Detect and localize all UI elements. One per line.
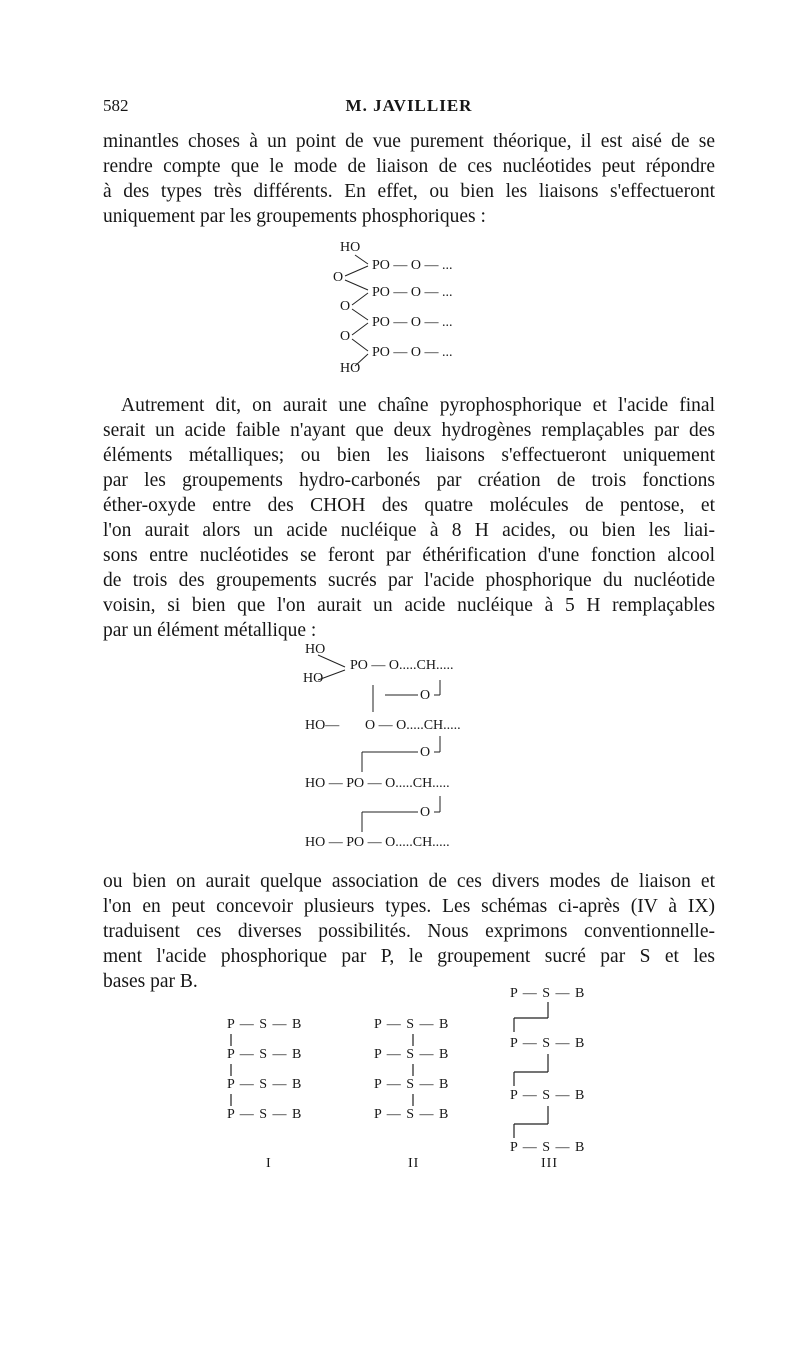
- scheme-label: II: [408, 1156, 420, 1171]
- text-line: l'on en peut concevoir plusieurs types. Les schémas ci-après (IV à IX): [103, 896, 715, 917]
- oxygen-label: O: [340, 329, 351, 344]
- text-line: Autrement dit, on aurait une chaîne pyrophosphorique et l'acide final: [121, 395, 715, 416]
- text-line: l'on aurait alors un acide nucléique à 8 H acides, ou bien les liai-: [103, 520, 715, 541]
- text-line: voisin, si bien que l'on aurait un acide nucléique à 5 H remplaçables: [103, 595, 715, 616]
- scheme-label: III: [541, 1156, 558, 1171]
- scheme-unit: P — S — B: [227, 1047, 303, 1062]
- text-line: sons entre nucléotides se feront par éthérification d'une fonction alcool: [103, 545, 715, 566]
- formula-row: PO — O.....CH.....: [350, 658, 454, 673]
- scheme-unit: P — S — B: [374, 1107, 450, 1122]
- text-line: éther-oxyde entre des CHOH des quatre molécules de pentose, et: [103, 495, 715, 516]
- text-line: ou bien on aurait quelque association de ces divers modes de liaison et: [103, 871, 715, 892]
- oxygen-bridge: O: [420, 805, 431, 820]
- text-line: de trois des groupements sucrés par l'acide phosphorique du nucléotide: [103, 570, 715, 591]
- formula-row: PO — O — ...: [372, 285, 453, 300]
- page-number: 582: [103, 96, 129, 115]
- text-line: serait un acide faible n'ayant que deux hydrogènes remplaçables par des: [103, 420, 715, 441]
- oxygen-label: O: [340, 299, 351, 314]
- oxygen-label: O: [333, 270, 344, 285]
- scheme-unit: P — S — B: [510, 1036, 586, 1051]
- ho-label: HO: [305, 642, 326, 657]
- scheme-unit: P — S — B: [374, 1047, 450, 1062]
- text-line: ment l'acide phosphorique par P, le groupement sucré par S et les: [103, 946, 715, 967]
- text-line: par un élément métallique :: [103, 620, 317, 641]
- scheme-unit: P — S — B: [374, 1077, 450, 1092]
- oxygen-bridge: O: [420, 688, 431, 703]
- ho-label: HO: [340, 240, 361, 255]
- text-line: éléments métalliques; ou bien les liaisons s'effectueront uniquement: [103, 445, 715, 466]
- text-line: traduisent ces diverses possibilités. Nous exprimons conventionnelle-: [103, 921, 715, 942]
- ho-label: HO—: [305, 718, 340, 733]
- formula-row: HO — PO — O.....CH.....: [305, 776, 450, 791]
- text-line: uniquement par les groupements phosphoriques :: [103, 206, 486, 227]
- oxygen-bridge: O: [420, 745, 431, 760]
- scheme-unit: P — S — B: [227, 1017, 303, 1032]
- text-line: rendre compte que le mode de liaison de ces nucléotides peut répondre: [103, 156, 715, 177]
- formula-row: PO — O — ...: [372, 258, 453, 273]
- formula-row: PO — O — ...: [372, 345, 453, 360]
- scheme-unit: P — S — B: [227, 1077, 303, 1092]
- text-line: minantles choses à un point de vue purement théorique, il est aisé de se: [103, 131, 715, 152]
- text-line: à des types très différents. En effet, ou bien les liaisons s'effectueront: [103, 181, 715, 202]
- formula-row: HO — PO — O.....CH.....: [305, 835, 450, 850]
- scheme-unit: P — S — B: [374, 1017, 450, 1032]
- running-head: M. JAVILLIER: [345, 96, 473, 115]
- ho-label: HO: [340, 361, 361, 376]
- ho-label: HO: [303, 671, 324, 686]
- formula-row: O — O.....CH.....: [365, 718, 461, 733]
- scheme-unit: P — S — B: [510, 1140, 586, 1155]
- text-line: bases par B.: [103, 971, 198, 992]
- scheme-unit: P — S — B: [510, 986, 586, 1001]
- scheme-unit: P — S — B: [227, 1107, 303, 1122]
- scheme-unit: P — S — B: [510, 1088, 586, 1103]
- scheme-label: I: [266, 1156, 272, 1171]
- formula-row: PO — O — ...: [372, 315, 453, 330]
- text-line: par les groupements hydro-carbonés par création de trois fonctions: [103, 470, 715, 491]
